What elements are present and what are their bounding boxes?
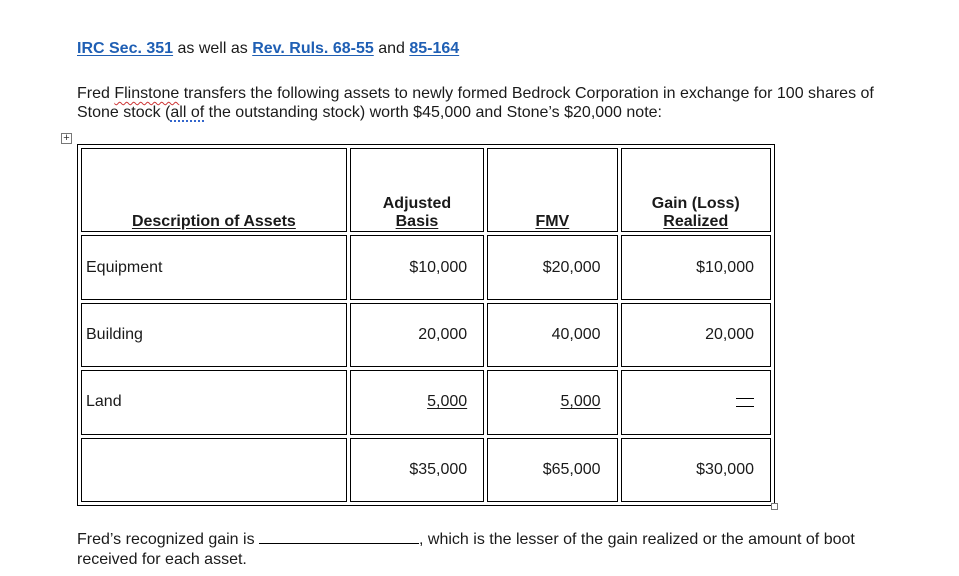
- row-equipment-description: Equipment: [81, 235, 347, 299]
- table-resize-handle[interactable]: [771, 503, 778, 510]
- row-building-fmv: 40,000: [487, 303, 617, 367]
- row-land-gain-dash: [736, 398, 754, 407]
- row-land-fmv-cell: [487, 370, 617, 434]
- recognized-gain-blank[interactable]: [259, 529, 419, 544]
- header-gain-line1: Gain (Loss): [651, 195, 740, 213]
- header-description-label: Description of Assets: [131, 213, 296, 231]
- rev-ruls-68-55-link[interactable]: Rev. Ruls. 68-55: [252, 40, 374, 57]
- table-row: [81, 303, 771, 367]
- row-equipment-fmv: $20,000: [487, 235, 617, 299]
- table-row: [81, 438, 771, 502]
- header-fmv: [487, 148, 617, 232]
- references-line: [77, 40, 459, 58]
- refs-text-1: as well as: [173, 40, 253, 57]
- intro-text-3: the outstanding stock) worth $45,000 and Stone’s $20,000 note:: [204, 104, 662, 121]
- row-land-basis: 5,000: [427, 393, 468, 411]
- row-building-description: Building: [81, 303, 347, 367]
- row-total-gain: $30,000: [621, 438, 771, 502]
- rev-rul-85-164-link[interactable]: 85-164: [409, 40, 460, 57]
- table-move-handle[interactable]: +: [61, 133, 72, 144]
- refs-text-2: and: [373, 40, 410, 57]
- intro-text-2: transfers the following assets to newly formed Bedrock Corporation in exchange for 100 shares of Stone stock (: [77, 85, 874, 121]
- row-equipment-basis: $10,000: [350, 235, 484, 299]
- footer-text-2: , which is the lesser of the gain realized or the amount of boot received for each asset.: [77, 531, 855, 568]
- footer-paragraph: [77, 529, 897, 570]
- assets-table: [77, 144, 775, 506]
- table-header-row: [81, 148, 771, 232]
- row-building-basis: 20,000: [350, 303, 484, 367]
- header-gain-line2: Realized: [663, 213, 729, 231]
- table-row: [81, 370, 771, 434]
- header-description: [81, 148, 347, 232]
- irc-sec-351-link[interactable]: IRC Sec. 351: [77, 40, 174, 57]
- footer-text-1: Fred’s recognized gain is: [77, 531, 260, 548]
- row-total-fmv: $65,000: [487, 438, 617, 502]
- header-adjusted-basis: [350, 148, 484, 232]
- row-land-description: Land: [81, 370, 347, 434]
- header-fmv-label: FMV: [535, 213, 570, 231]
- header-basis-line2: Basis: [395, 213, 439, 231]
- row-land-basis-cell: [350, 370, 484, 434]
- table-row: [81, 235, 771, 299]
- row-total-description: [81, 438, 347, 502]
- header-gain: [621, 148, 771, 232]
- row-land-fmv: 5,000: [560, 393, 601, 411]
- row-equipment-gain: $10,000: [621, 235, 771, 299]
- all-of-word: all of: [170, 104, 205, 121]
- flinstone-word: Flinstone: [114, 85, 180, 102]
- row-building-gain: 20,000: [621, 303, 771, 367]
- intro-text-1: Fred: [77, 85, 115, 102]
- header-basis-line1: Adjusted: [382, 195, 452, 213]
- row-total-basis: $35,000: [350, 438, 484, 502]
- row-land-gain-cell: [621, 370, 771, 434]
- intro-paragraph: [77, 84, 877, 122]
